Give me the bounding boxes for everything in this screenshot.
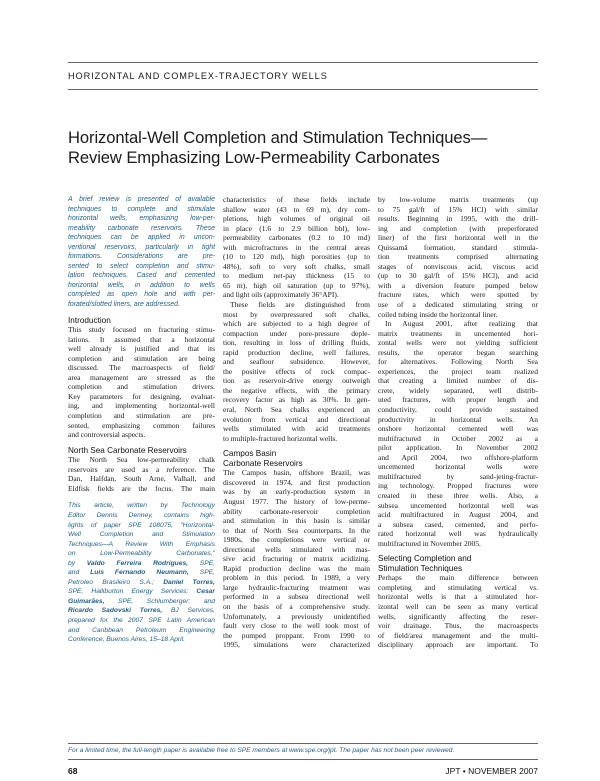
body-line: These fields are distinguished from (230, 300, 370, 310)
intro-line: Key parameters for designing, evaluat- (68, 391, 215, 401)
body-line: results, the operator began searching (378, 347, 538, 357)
body-line: wells stimulated with acid treatments (223, 424, 370, 434)
body-line: and light oils (approximately 36°API). (223, 290, 339, 300)
body-line: August 1977. The history of low-perme- (223, 496, 370, 506)
body-line: large hydraulic-fracturing treatment was (223, 582, 370, 592)
body-line: matrix treatments in uncemented hori- (378, 328, 538, 338)
body-line: with microfractures in the central areas (223, 242, 370, 252)
intro-line: ing, and implementing horizontal-well (68, 401, 215, 411)
section-header: HORIZONTAL AND COMPLEX-TRAJECTORY WELLS (68, 71, 328, 81)
note-line: prepared for the 2007 SPE Latin American (68, 616, 215, 624)
intro-line: completion and stimulation are being (68, 353, 215, 363)
body-line: recovery factor as high as 30%. In gen- (223, 395, 370, 405)
col3-para-2 (378, 319, 538, 548)
body-line: disciplinary approach are important. To (378, 640, 538, 650)
note-line: Editor Dennis Denney, contains high- (68, 511, 215, 519)
note-line: Petroleo Brasileiro S.A.; Daniel Torres, (68, 578, 215, 586)
body-line: pletions, high volumes of original oil (223, 214, 370, 224)
body-line: 65 m), high oil saturation (up to 97%), (223, 280, 370, 290)
footer-note: For a limited time, the full-length paper is available free to SPE members at www.spe.org/jpt. The paper has not been peer reviewed. (68, 747, 455, 754)
body-line: most by overpressured soft chalks, (223, 309, 370, 319)
body-line: In August 2001, after realizing that (385, 319, 538, 329)
abstract-line: horizontal wells, emphasizing low-per- (68, 215, 215, 223)
abstract-line: completed as open hole and with per- (68, 291, 215, 299)
body-line: fracture rates, which were spotted by (378, 290, 538, 300)
body-line: (10 to 120 md), high porosities (up to (223, 252, 370, 262)
intro-line: discussed. The macroaspects of field/ (68, 363, 215, 373)
body-line: to multiple-fractured horizontal wells. (223, 433, 338, 443)
body-line: uncemented horizontal wells were (378, 462, 538, 472)
body-line: compaction under pore-pressure deple- (223, 328, 370, 338)
body-line: shallow water (43 to 69 m), dry com- (223, 204, 370, 214)
body-line: tion, resulting in loss of drilling fluids, (223, 338, 370, 348)
body-line: and seafloor subsidence. However, (223, 357, 370, 367)
col3-para-3 (378, 573, 538, 649)
note-line: Well Completion and Stimulation (68, 531, 215, 539)
body-line: uted fractures, with proper length and (378, 395, 538, 405)
col2-para-3 (223, 468, 370, 649)
body-line: Unfortunately, a previously unidentified (223, 611, 370, 621)
body-line: on the basis of a comprehensive study. (223, 601, 370, 611)
body-line: eral, North Sea chalks experienced an (223, 405, 370, 415)
abstract-line: meability carbonate reservoirs. These (68, 224, 215, 232)
column-3 (378, 195, 538, 650)
body-line: characteristics of these fields include (223, 195, 370, 204)
body-line: to medium net-pay thickness (15 to (223, 271, 370, 281)
body-line: tion treatments comprised alternating (378, 252, 538, 262)
body-line: in place (1.6 to 2.9 billion bbl), low- (223, 223, 370, 233)
abstract (68, 195, 215, 310)
note-line: and Luis Fernando Neumann, SPE, (68, 569, 215, 577)
body-line: tion as reservoir-drive energy outweigh (223, 376, 370, 386)
body-line: horizontal wells is that a stimulated hor- (378, 592, 538, 602)
top-rule (68, 62, 538, 63)
selecting-heading-1: Selecting Completion and (378, 554, 472, 564)
selecting-heading-2: Stimulation Techniques (378, 563, 463, 573)
note-line: This article, written by Technology (68, 502, 215, 510)
campos-heading-2: Carbonate Reservoirs (223, 458, 303, 468)
intro-line: completion and stimulation are pre- (68, 411, 215, 421)
body-line: to 75 gal/ft of 15% HCl) with similar (378, 204, 538, 214)
body-line: ing and completion (with preperforated (378, 223, 538, 233)
body-line: coiled tubing inside the horizontal liner. (378, 309, 498, 319)
body-line: rated horizontal well was hydraulically (378, 529, 538, 539)
body-line: directional wells stimulated with mas- (223, 544, 370, 554)
body-line: 48%), soft to very soft chalks, small (223, 261, 370, 271)
body-line: to that of North Sea counterparts. In the (223, 525, 370, 535)
body-line: fault very close to the well took most of (223, 621, 370, 631)
journal-issue: JPT • NOVEMBER 2007 (445, 766, 538, 776)
body-line: Perhaps the main difference between (378, 573, 538, 583)
article-title (68, 128, 538, 168)
note-line: and Caribbean Petroleum Engineering (68, 626, 215, 634)
note-line: Techniques—A Review With Emphasis (68, 540, 215, 548)
body-line: multifractured in October 2002 as a (378, 433, 538, 443)
north-sea-line: Eldfisk fields are the focus. The main (68, 483, 215, 493)
body-line: and stimulation in this basin is similar (223, 516, 370, 526)
note-line: Ricardo Sadovski Torres, BJ Services, (68, 607, 215, 615)
intro-line: well already is justified and that its (68, 344, 215, 354)
north-sea-body (68, 455, 215, 493)
body-line: the negative effects, with the primary (223, 385, 370, 395)
abstract-line: lation techniques. Cased and cemented (68, 272, 215, 280)
body-line: wells, significantly affecting the reser- (378, 611, 538, 621)
body-line: problem in this period. In 1989, a very (223, 573, 370, 583)
body-line: Rapid production decline was the main (223, 563, 370, 573)
north-sea-line: Dan, Halfdan, South Arne, Valhall, and (68, 474, 215, 484)
body-line: multifractured in November 2005. (378, 538, 481, 548)
body-line: productivity in horizontal wells. An (378, 414, 538, 424)
intro-line: and controversial aspects. (68, 430, 146, 440)
intro-line: sented, emphasizing common failures (68, 420, 215, 430)
body-line: experiences, the project team realized (378, 366, 538, 376)
body-line: completing and stimulating vertical vs. (378, 582, 538, 592)
abstract-line: horizontal wells, in addition to wells (68, 281, 215, 289)
note-line: Conference, Buenos Aires, 15–18 April. (68, 636, 185, 644)
intro-line: lations. It assumed that a horizontal (68, 334, 215, 344)
body-line: subsea uncemented horizontal well was (378, 500, 538, 510)
note-line: lights of paper SPE 108075, "Horizontal- (68, 521, 215, 529)
body-line: crete, widely separated, well distrib- (378, 385, 538, 395)
body-line: by low-volume matrix treatments (up (378, 195, 538, 204)
column-2 (223, 195, 370, 650)
body-line: was by an early-production system in (223, 487, 370, 497)
body-line: the positive effects of rock compac- (223, 366, 370, 376)
body-line: rapid production decline, well failures, (223, 347, 370, 357)
intro-heading: Introduction (68, 315, 111, 325)
bottom-rule (68, 759, 538, 760)
abstract-line: A brief review is presented of available (68, 196, 215, 203)
body-line: Quissamã formation, standard stimula- (378, 242, 538, 252)
north-sea-heading: North Sea Carbonate Reservoirs (68, 445, 187, 455)
title-line-1: Horizontal-Well Completion and Stimulation Techniques— (68, 128, 488, 147)
header-rule (68, 89, 538, 90)
abstract-line: techniques can be applied in uncon- (68, 234, 215, 242)
body-line: discovered in 1974, and first production (223, 477, 370, 487)
body-line: the pumped proppant. From 1990 to (223, 630, 370, 640)
abstract-line: formations. Considerations are pre- (68, 253, 215, 261)
title-line-2: Review Emphasizing Low-Permeability Carbonates (68, 148, 440, 167)
campos-heading-1: Campos Basin (223, 449, 277, 459)
abstract-line: techniques to complete and stimulate (68, 205, 215, 213)
intro-line: area management are stressed as the (68, 372, 215, 382)
body-line: ability carbonate-reservoir completion (223, 506, 370, 516)
abstract-line: forated/slotted liners, are addressed. (68, 301, 180, 309)
body-line: voir drainage. Thus, the macroaspects (378, 621, 538, 631)
body-line: 1995, simulations were characterized (223, 640, 370, 650)
footer-rule (68, 743, 538, 744)
intro-line: This study focused on fracturing stimu- (68, 325, 215, 335)
col2-para-1 (223, 195, 370, 300)
intro-body (68, 325, 215, 440)
body-line: for alternatives. Following North Sea (378, 357, 538, 367)
note-line: SPE, Halliburton Energy Services; Cesar (68, 588, 215, 596)
body-line: conductivity, could provide sustained (378, 405, 538, 415)
north-sea-line: The North Sea low-permeability chalk (68, 455, 215, 465)
body-line: of field/area management and the multi- (378, 630, 538, 640)
abstract-line: ventional reservoirs, particularly in tight (68, 243, 215, 251)
body-line: izontal well can be seen as many vertical (378, 601, 538, 611)
intro-line: completion and stimulation drivers. (68, 382, 215, 392)
body-line: sive acid fracturing or matrix acidizing. (223, 554, 370, 564)
page-number: 68 (68, 766, 78, 776)
body-line: pilot application. In November 2002 (378, 443, 538, 453)
body-line: The Campos basin, offshore Brazil, was (223, 468, 370, 478)
body-line: evolution from vertical and directional (223, 414, 370, 424)
body-line: multifractured by sand-jeting-fractur- (378, 471, 538, 481)
body-line: which are subjected to a high degree of (223, 319, 370, 329)
body-line: permeability carbonates (0.2 to 10 md) (223, 233, 370, 243)
column-1 (68, 195, 215, 645)
body-line: onshore horizontal cemented well was (378, 424, 538, 434)
body-line: 1980s, the completions were vertical or (223, 535, 370, 545)
body-line: results. Beginning in 1995, with the drill- (378, 214, 538, 224)
body-line: ing technology. Propped fractures were (378, 481, 538, 491)
body-line: with a diversion feature pumped below (378, 280, 538, 290)
body-line: (up to 30 gal/ft of 15% HCl), and acid (378, 271, 538, 281)
note-line: Guimarães, SPE, Schlumberger; and (68, 597, 215, 605)
body-line: zontal wells were not yielding sufficient (378, 338, 538, 348)
body-line: use of a dedicated stimulating string or (378, 300, 538, 310)
body-line: and April 2004, two offshore-platform (378, 452, 538, 462)
body-line: stages of nonviscous acid, viscous acid (378, 261, 538, 271)
note-line: by Valdo Ferreira Rodrigues, SPE, (68, 559, 215, 567)
body-line: liner) of the first horizontal well in the (378, 233, 538, 243)
body-line: performed in a subsea directional well (223, 592, 370, 602)
abstract-line: sented to select completion and stimu- (68, 262, 215, 270)
col3-para-1 (378, 195, 538, 319)
body-line: created in these three wells. Also, a (378, 490, 538, 500)
body-line: acid multifractured in August 2004, and (378, 510, 538, 520)
col2-para-2 (223, 300, 370, 443)
north-sea-line: reservoirs are used as a reference. The (68, 464, 215, 474)
article-note (68, 501, 215, 644)
body-line: a subsea cased, cemented, and perfo- (378, 519, 538, 529)
body-line: that creating a limited number of dis- (378, 376, 538, 386)
note-line: on Low-Permeability Carbonates," (68, 550, 215, 558)
